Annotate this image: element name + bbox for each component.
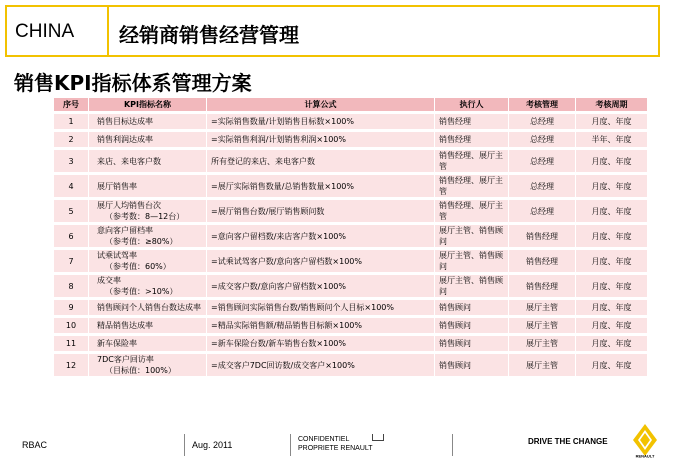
kpi-name: [89, 354, 206, 376]
kpi-name: [89, 200, 206, 222]
table-row: [54, 132, 647, 147]
kpi-executor-text: 展厅主管、销售顾问: [439, 226, 503, 246]
kpi-cycle: [576, 275, 647, 297]
row-number-text: 8: [68, 281, 74, 291]
footer-separator: [452, 434, 453, 456]
table-row: [54, 336, 647, 351]
kpi-formula: [207, 275, 434, 297]
kpi-manager-text: 总经理: [530, 135, 554, 144]
row-number: [54, 336, 88, 351]
kpi-executor: [435, 225, 508, 247]
kpi-executor-text: 展厅主管、销售顾问: [439, 276, 503, 296]
row-number-text: 4: [68, 181, 74, 191]
kpi-executor-text: 销售顾问: [439, 321, 471, 330]
table-row: [54, 150, 647, 172]
kpi-manager: [509, 275, 575, 297]
kpi-name-text: 销售顾问个人销售台数达成率: [97, 303, 201, 312]
col-header-name: KPI指标名称: [89, 98, 206, 111]
kpi-cycle: [576, 150, 647, 172]
kpi-formula-text: =新车保险台数/新车销售台数×100%: [211, 339, 346, 348]
kpi-formula-text: =展厅实际销售数量/总销售数量×100%: [211, 181, 354, 191]
kpi-manager-text: 总经理: [530, 206, 554, 216]
row-number-text: 7: [68, 256, 74, 266]
kpi-manager-text: 展厅主管: [526, 321, 558, 330]
kpi-formula: [207, 114, 434, 129]
page-title: 销售KPI指标体系管理方案: [14, 71, 252, 95]
table-row: [54, 275, 647, 297]
kpi-cycle-text: 月度、年度: [591, 303, 632, 312]
table-row: [54, 175, 647, 197]
table-row: [54, 300, 647, 315]
kpi-name: [89, 300, 206, 315]
row-number-text: 3: [68, 156, 74, 166]
kpi-executor: [435, 318, 508, 333]
kpi-formula-text: =精品实际销售额/精品销售目标额×100%: [211, 321, 362, 330]
kpi-cycle: [576, 336, 647, 351]
header-banner: [5, 5, 660, 57]
kpi-formula: [207, 318, 434, 333]
kpi-cycle-text: 半年、年度: [591, 135, 632, 144]
header-title: 经销商销售经营管理: [119, 23, 299, 47]
kpi-formula: [207, 132, 434, 147]
confidential-line-2: PROPRIETE RENAULT: [298, 445, 373, 452]
row-number-text: 9: [68, 303, 74, 312]
row-number: [54, 275, 88, 297]
kpi-executor-text: 销售经理、展厅主管: [439, 201, 503, 221]
row-number-text: 1: [68, 117, 74, 126]
kpi-reference-value: （目标值：100%）: [105, 366, 176, 375]
kpi-name: [89, 336, 206, 351]
footer-slogan: DRIVE THE CHANGE: [528, 437, 608, 446]
kpi-formula: [207, 336, 434, 351]
col-header-formula: 计算公式: [207, 98, 434, 111]
kpi-name-text: 销售利润达成率: [97, 135, 153, 144]
kpi-cycle-text: 月度、年度: [591, 321, 632, 330]
table-row: [54, 354, 647, 376]
kpi-manager: [509, 250, 575, 272]
kpi-name-text: 7DC客户回访率: [97, 355, 154, 364]
kpi-cycle-text: 月度、年度: [591, 206, 632, 216]
kpi-manager: [509, 114, 575, 129]
country-label: CHINA: [15, 21, 75, 42]
confidential-line-1: CONFIDENTIEL: [298, 436, 350, 443]
table-row: [54, 225, 647, 247]
kpi-manager-text: 展厅主管: [526, 303, 558, 312]
row-number: [54, 132, 88, 147]
kpi-formula: [207, 150, 434, 172]
kpi-manager-text: 总经理: [530, 156, 554, 166]
kpi-formula: [207, 250, 434, 272]
kpi-manager-text: 展厅主管: [526, 360, 558, 370]
table-row: [54, 114, 647, 129]
kpi-formula: [207, 354, 434, 376]
kpi-reference-value: （参考数：8—12台）: [105, 212, 185, 221]
kpi-formula-text: =实际销售数量/计划销售目标数×100%: [211, 117, 354, 126]
kpi-manager: [509, 225, 575, 247]
kpi-manager: [509, 150, 575, 172]
table-row: [54, 318, 647, 333]
footer: [0, 432, 673, 466]
kpi-name-text: 试乘试驾率: [97, 251, 137, 260]
row-number: [54, 200, 88, 222]
kpi-executor-text: 销售顾问: [439, 339, 471, 348]
kpi-cycle-text: 月度、年度: [591, 256, 632, 266]
kpi-executor: [435, 132, 508, 147]
kpi-formula: [207, 225, 434, 247]
row-number-text: 11: [65, 339, 77, 348]
kpi-manager-text: 总经理: [530, 117, 554, 126]
kpi-manager: [509, 300, 575, 315]
kpi-executor: [435, 150, 508, 172]
row-number: [54, 175, 88, 197]
kpi-cycle: [576, 200, 647, 222]
header-divider: [107, 7, 109, 55]
col-header-executor: 执行人: [435, 98, 508, 111]
kpi-executor-text: 销售经理: [439, 117, 471, 126]
kpi-executor-text: 销售顾问: [439, 303, 471, 312]
kpi-cycle: [576, 354, 647, 376]
col-header-cycle: 考核周期: [576, 98, 647, 111]
row-number-text: 10: [65, 321, 77, 330]
footer-separator: [184, 434, 185, 456]
kpi-manager-text: 销售经理: [526, 281, 558, 291]
table-row: [54, 200, 647, 222]
kpi-executor: [435, 300, 508, 315]
row-number: [54, 150, 88, 172]
kpi-name-text: 意向客户留档率: [97, 226, 153, 235]
kpi-formula-text: =意向客户留档数/来店客户数×100%: [211, 231, 346, 241]
kpi-cycle-text: 月度、年度: [591, 117, 632, 126]
kpi-executor: [435, 354, 508, 376]
checkbox-mark: [372, 434, 384, 441]
kpi-name: [89, 275, 206, 297]
kpi-name: [89, 175, 206, 197]
kpi-cycle: [576, 318, 647, 333]
row-number-text: 6: [68, 231, 74, 241]
kpi-cycle: [576, 175, 647, 197]
kpi-executor-text: 展厅主管、销售顾问: [439, 251, 503, 271]
kpi-executor: [435, 175, 508, 197]
logo-brand-text: RENAULT: [635, 453, 655, 458]
footer-rbac: RBAC: [22, 440, 48, 450]
renault-logo-icon: [630, 422, 660, 458]
kpi-executor: [435, 200, 508, 222]
kpi-cycle-text: 月度、年度: [591, 339, 632, 348]
kpi-manager: [509, 354, 575, 376]
kpi-cycle: [576, 132, 647, 147]
table-row: [54, 250, 647, 272]
kpi-manager: [509, 175, 575, 197]
kpi-cycle: [576, 225, 647, 247]
kpi-name-text: 展厅人均销售台次: [97, 201, 161, 210]
kpi-executor-text: 销售经理、展厅主管: [439, 151, 503, 171]
kpi-executor-text: 销售顾问: [439, 360, 471, 370]
row-number: [54, 300, 88, 315]
row-number-text: 5: [68, 206, 74, 216]
col-header-manager: 考核管理: [509, 98, 575, 111]
kpi-formula-text: =试乘试驾客户数/意向客户留档数×100%: [211, 256, 362, 266]
kpi-executor: [435, 336, 508, 351]
kpi-executor: [435, 114, 508, 129]
kpi-formula-text: 所有登记的来店、来电客户数: [211, 156, 315, 166]
kpi-manager: [509, 200, 575, 222]
kpi-reference-value: （参考值：>10%）: [105, 287, 178, 296]
kpi-reference-value: （参考值：60%）: [105, 262, 171, 271]
kpi-cycle-text: 月度、年度: [591, 231, 632, 241]
table-header-row: [54, 98, 647, 111]
kpi-name-text: 新车保险率: [97, 339, 137, 348]
kpi-manager-text: 销售经理: [526, 256, 558, 266]
row-number: [54, 318, 88, 333]
kpi-cycle: [576, 250, 647, 272]
kpi-name: [89, 250, 206, 272]
row-number: [54, 114, 88, 129]
kpi-manager-text: 总经理: [530, 181, 554, 191]
kpi-executor-text: 销售经理: [439, 135, 471, 144]
footer-separator: [290, 434, 291, 456]
kpi-manager: [509, 336, 575, 351]
kpi-formula-text: =成交客户数/意向客户留档数×100%: [211, 281, 346, 291]
kpi-cycle-text: 月度、年度: [591, 156, 632, 166]
row-number-text: 12: [65, 360, 77, 370]
kpi-name-text: 展厅销售率: [97, 181, 137, 191]
kpi-executor-text: 销售经理、展厅主管: [439, 176, 503, 196]
row-number-text: 2: [68, 135, 74, 144]
kpi-reference-value: （参考值：≥80%）: [105, 237, 178, 246]
kpi-table: [53, 95, 648, 379]
kpi-name: [89, 225, 206, 247]
kpi-manager: [509, 318, 575, 333]
kpi-manager-text: 销售经理: [526, 231, 558, 241]
footer-confidential: [298, 435, 373, 453]
kpi-cycle-text: 月度、年度: [591, 360, 632, 370]
kpi-formula-text: =销售顾问实际销售台数/销售顾问个人目标×100%: [211, 303, 394, 312]
kpi-formula: [207, 175, 434, 197]
kpi-cycle: [576, 300, 647, 315]
col-header-no: 序号: [54, 98, 88, 111]
kpi-executor: [435, 275, 508, 297]
row-number: [54, 250, 88, 272]
kpi-executor: [435, 250, 508, 272]
kpi-formula: [207, 200, 434, 222]
kpi-name-text: 来店、来电客户数: [97, 156, 161, 166]
kpi-name: [89, 114, 206, 129]
kpi-name: [89, 318, 206, 333]
kpi-formula-text: =实际销售利润/计划销售利润×100%: [211, 135, 346, 144]
kpi-name-text: 成交率: [97, 276, 121, 285]
row-number: [54, 354, 88, 376]
footer-date: Aug. 2011: [192, 440, 233, 450]
kpi-name-text: 销售目标达成率: [97, 117, 153, 126]
kpi-cycle: [576, 114, 647, 129]
kpi-cycle-text: 月度、年度: [591, 181, 632, 191]
kpi-name-text: 精品销售达成率: [97, 321, 153, 330]
kpi-name: [89, 150, 206, 172]
kpi-manager: [509, 132, 575, 147]
kpi-cycle-text: 月度、年度: [591, 281, 632, 291]
kpi-name: [89, 132, 206, 147]
kpi-manager-text: 展厅主管: [526, 339, 558, 348]
kpi-formula: [207, 300, 434, 315]
kpi-formula-text: =成交客户7DC回访数/成交客户×100%: [211, 360, 355, 370]
kpi-formula-text: =展厅销售台数/展厅销售顾问数: [211, 206, 325, 216]
row-number: [54, 225, 88, 247]
